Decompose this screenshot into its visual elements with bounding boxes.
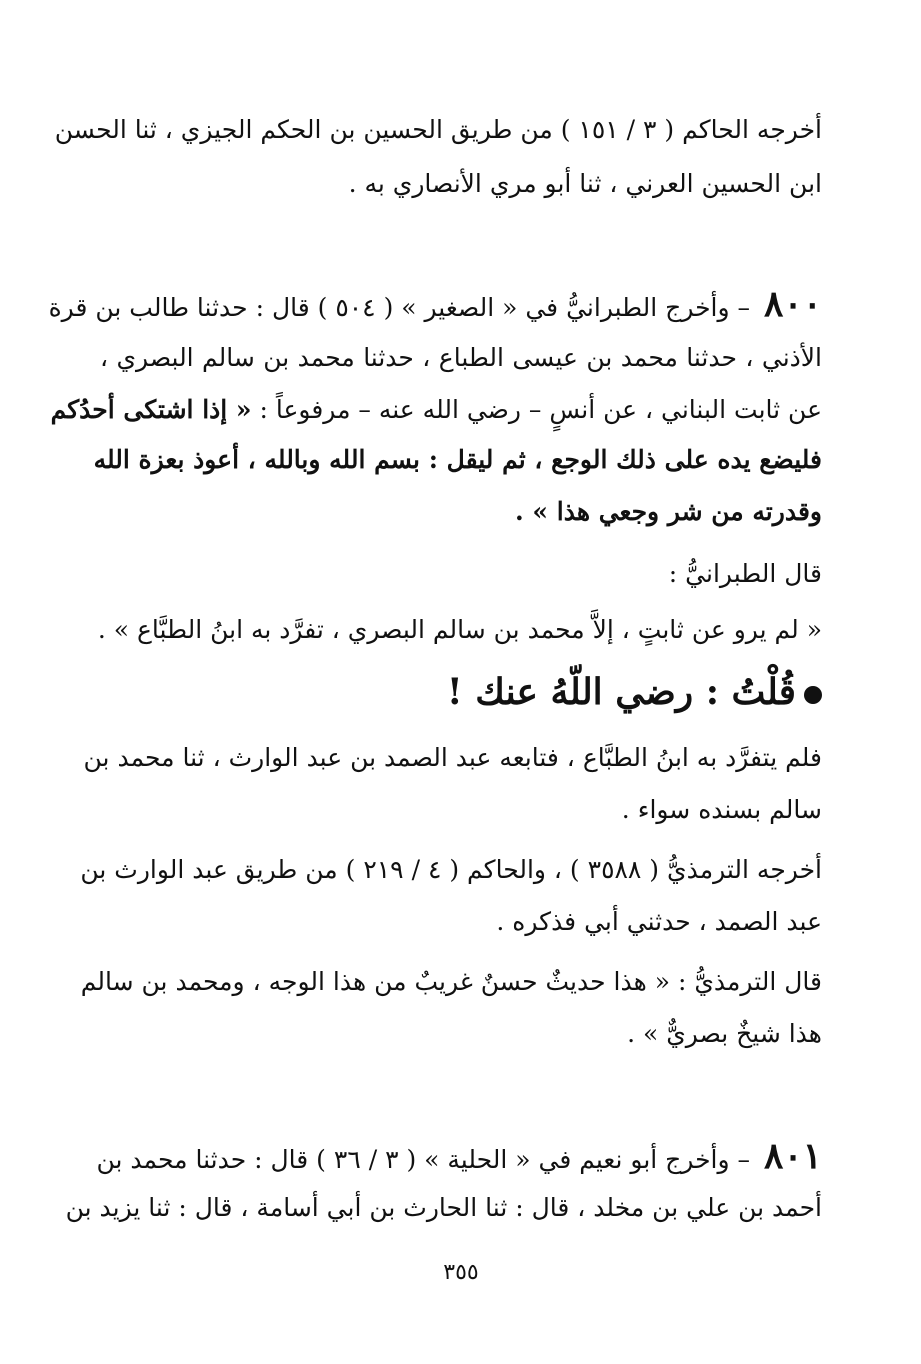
- section-heading: [447, 668, 822, 716]
- para3-line-2: هذا شيخٌ بصريٌّ » .: [627, 1019, 822, 1048]
- heading-text: قُلْتُ : رضي اللّهُ عنك !: [446, 671, 796, 713]
- hadith-800-matn-line-4: فليضع يده على ذلك الوجع ، ثم ليقل : بسم الله وبالله ، أعوذ بعزة الله: [93, 445, 822, 474]
- hadith-801-line-1: [96, 1135, 822, 1178]
- hadith-800-text-1: – وأخرج الطبرانيُّ في « الصغير » ( ٥٠٤ ) قال : حدثنا طالب بن قرة: [48, 293, 751, 322]
- hadith-number-801: ٨٠١: [763, 1135, 822, 1177]
- hadith-800-line-3: [50, 392, 822, 428]
- book-page: [48, 0, 822, 1364]
- intro-line-1: أخرجه الحاكم ( ٣ / ١٥١ ) من طريق الحسين بن الحكم الجيزي ، ثنا الحسن: [54, 115, 822, 144]
- page-number: ٣٥٥: [443, 1260, 479, 1285]
- hadith-800-text-3: عن ثابت البناني ، عن أنسٍ – رضي الله عنه – مرفوعاً :: [259, 395, 822, 424]
- para2-line-2: عبد الصمد ، حدثني أبي فذكره .: [496, 907, 822, 936]
- hadith-800-line-2: الأذني ، حدثنا محمد بن عيسى الطباع ، حدثنا محمد بن سالم البصري ،: [100, 343, 822, 372]
- hadith-800-matn-start: « إذا اشتكى أحدُكم: [50, 395, 252, 424]
- hadith-number-800: ٨٠٠: [763, 283, 822, 325]
- para3-line-1: قال الترمذيُّ : « هذا حديثٌ حسنٌ غريبٌ من هذا الوجه ، ومحمد بن سالم: [80, 967, 822, 996]
- para1-line-2: سالم بسنده سواء .: [621, 795, 822, 824]
- para2-line-1: أخرجه الترمذيُّ ( ٣٥٨٨ ) ، والحاكم ( ٤ / ٢١٩ ) من طريق عبد الوارث بن: [80, 855, 822, 884]
- tabarani-said: قال الطبرانيُّ :: [668, 559, 822, 588]
- hadith-801-text-1: – وأخرج أبو نعيم في « الحلية » ( ٣ / ٣٦ ) قال : حدثنا محمد بن: [96, 1145, 751, 1174]
- para1-line-1: فلم يتفرَّد به ابنُ الطبَّاع ، فتابعه عبد الصمد بن عبد الوارث ، ثنا محمد بن: [83, 743, 822, 772]
- hadith-800-line-1: [48, 283, 822, 326]
- bullet-icon: [804, 686, 822, 704]
- tabarani-quote: « لم يرو عن ثابتٍ ، إلاَّ محمد بن سالم البصري ، تفرَّد به ابنُ الطبَّاع » .: [97, 615, 822, 644]
- hadith-800-matn-line-5: وقدرته من شر وجعي هذا » .: [515, 497, 822, 526]
- hadith-801-line-2: أحمد بن علي بن مخلد ، قال : ثنا الحارث بن أبي أسامة ، قال : ثنا يزيد بن: [65, 1193, 822, 1222]
- intro-line-2: ابن الحسين العرني ، ثنا أبو مري الأنصاري به .: [348, 169, 822, 198]
